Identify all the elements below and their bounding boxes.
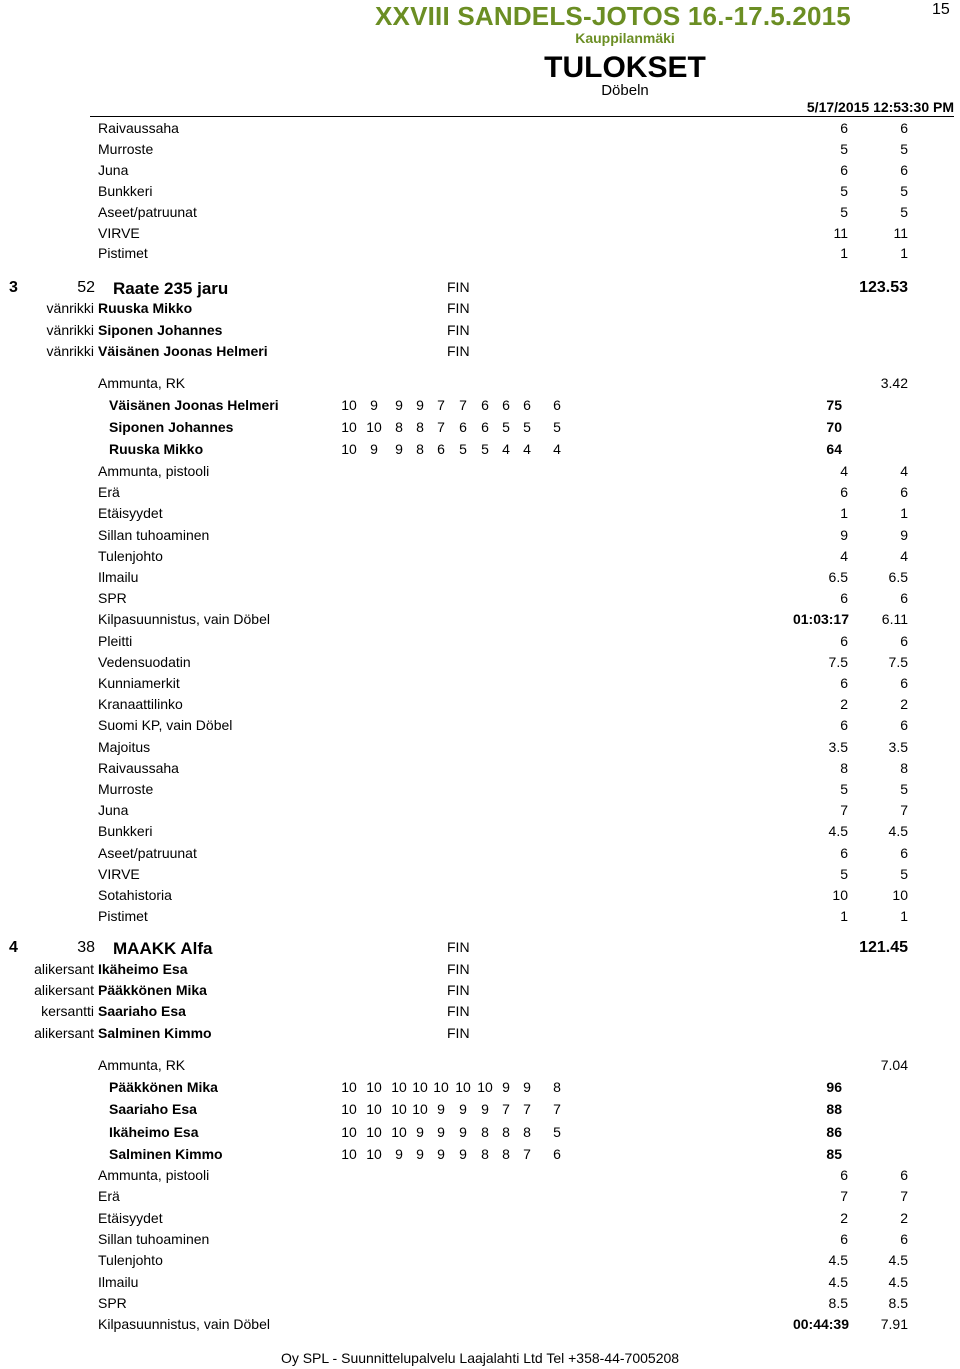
event-row <box>0 611 960 631</box>
event-value: 8 <box>840 759 848 776</box>
event-row <box>0 1167 960 1187</box>
event-name: Juna <box>98 802 129 819</box>
event-row <box>0 141 960 161</box>
member-row <box>0 343 960 363</box>
shot-score: 9 <box>370 397 378 413</box>
event-name: VIRVE <box>98 865 140 882</box>
event-points: 6 <box>900 484 908 501</box>
event-row <box>0 162 960 182</box>
shot-score: 9 <box>416 1145 424 1162</box>
print-timestamp: 5/17/2015 12:53:30 PM <box>806 99 954 115</box>
team-rank: 4 <box>9 939 18 956</box>
member-row <box>0 1003 960 1023</box>
shooter-total: 64 <box>826 441 842 457</box>
shooting-header-row <box>0 375 960 395</box>
event-name: Raivaussaha <box>98 759 179 776</box>
event-points: 1 <box>900 245 908 262</box>
event-name: Murroste <box>98 140 154 157</box>
shot-score: 10 <box>455 1079 471 1095</box>
member-nationality: FIN <box>447 961 470 977</box>
shooter-total: 75 <box>826 397 842 413</box>
event-row <box>0 1274 960 1294</box>
shot-score: 10 <box>341 441 357 457</box>
event-row <box>0 760 960 780</box>
shot-score: 6 <box>502 397 510 413</box>
event-value: 6 <box>840 484 848 501</box>
event-name: Erä <box>98 484 120 501</box>
event-name: Tulenjohto <box>98 1252 163 1269</box>
event-row <box>0 717 960 737</box>
event-name: Aseet/patruunat <box>98 844 197 861</box>
event-name: Etäisyydet <box>98 1209 163 1226</box>
event-row <box>0 463 960 483</box>
shot-score: 9 <box>370 441 378 457</box>
member-row <box>0 961 960 981</box>
event-time: 01:03:17 <box>792 611 849 628</box>
event-points: 2 <box>900 1209 908 1226</box>
event-name: Tulenjohto <box>98 547 163 564</box>
event-value: 2 <box>840 1209 848 1226</box>
shot-score: 10 <box>477 1079 493 1095</box>
shooter-name: Pääkkönen Mika <box>109 1079 218 1095</box>
shot-score: 5 <box>523 419 531 435</box>
event-points: 5 <box>900 781 908 797</box>
shot-score: 8 <box>502 1145 510 1162</box>
shooter-row <box>0 1079 960 1099</box>
event-points: 7 <box>900 1188 908 1205</box>
event-row <box>0 781 960 801</box>
event-points: 6 <box>900 590 908 607</box>
event-row <box>0 1210 960 1230</box>
shot-score: 5 <box>459 441 467 457</box>
event-row <box>0 908 960 928</box>
event-value: 1 <box>840 245 848 262</box>
event-name: Sotahistoria <box>98 887 172 903</box>
member-name: Salminen Kimmo <box>98 1024 212 1041</box>
shot-score: 7 <box>523 1145 531 1162</box>
event-points: 7.91 <box>880 1316 908 1333</box>
shooter-total: 70 <box>826 419 842 435</box>
event-time: 00:44:39 <box>792 1316 849 1333</box>
event-value: 5 <box>840 203 848 220</box>
event-value: 4.5 <box>828 1252 848 1269</box>
event-name: Juna <box>98 161 129 178</box>
event-name: Sillan tuhoaminen <box>98 1230 210 1247</box>
event-value: 6 <box>840 717 848 734</box>
shooter-row <box>0 1101 960 1121</box>
shot-score: 9 <box>416 397 424 413</box>
event-points: 10 <box>892 887 908 903</box>
shot-score: 6 <box>437 441 445 457</box>
shooter-name: Väisänen Joonas Helmeri <box>109 397 279 413</box>
shot-score: 8 <box>395 419 403 435</box>
event-row <box>0 845 960 865</box>
shot-score: 10 <box>366 419 382 435</box>
report-subtitle: Döbeln <box>601 82 649 99</box>
event-value: 6 <box>840 120 848 136</box>
venue-name: Kauppilanmäki <box>575 30 675 46</box>
shot-score: 10 <box>341 1145 357 1162</box>
shot-score: 7 <box>437 419 445 435</box>
event-name: Majoitus <box>98 738 151 755</box>
header-divider <box>90 116 954 117</box>
event-points: 6 <box>900 632 908 649</box>
event-name: Ilmailu <box>98 1273 139 1290</box>
shot-score: 8 <box>481 1123 489 1140</box>
shot-score: 6 <box>523 397 531 413</box>
event-name: Pistimet <box>98 245 148 262</box>
event-row <box>0 527 960 547</box>
member-military-rank: vänrikki <box>46 343 94 359</box>
member-row <box>0 982 960 1002</box>
event-points: 4.5 <box>888 823 908 840</box>
report-title: TULOKSET <box>544 51 706 84</box>
shot-score: 8 <box>523 1123 531 1140</box>
shooter-total: 88 <box>826 1101 842 1118</box>
event-value: 6 <box>840 1230 848 1247</box>
event-name: SPR <box>98 1294 127 1311</box>
event-value: 4 <box>840 547 848 564</box>
event-name: Kilpasuunnistus, vain Döbel <box>98 611 270 628</box>
event-points: 6.5 <box>888 569 908 585</box>
event-points: 6 <box>900 120 908 136</box>
event-value: 6 <box>840 590 848 607</box>
member-military-rank: alikersant <box>34 961 94 977</box>
event-points: 5 <box>900 203 908 220</box>
event-value: 6 <box>840 675 848 691</box>
event-name: Bunkkeri <box>98 823 153 840</box>
shot-score: 10 <box>366 1101 382 1118</box>
shot-score: 9 <box>459 1145 467 1162</box>
event-value: 10 <box>832 887 848 903</box>
shooter-row <box>0 1124 960 1144</box>
shot-score: 10 <box>412 1079 428 1095</box>
shot-score: 9 <box>459 1101 467 1118</box>
shooter-row <box>0 419 960 439</box>
event-row <box>0 1295 960 1315</box>
shooter-total: 86 <box>826 1123 842 1140</box>
event-value: 4 <box>840 463 848 479</box>
member-row <box>0 300 960 320</box>
shot-score: 9 <box>437 1145 445 1162</box>
shot-score: 9 <box>502 1079 510 1095</box>
event-row <box>0 225 960 245</box>
team-row <box>0 939 960 959</box>
event-name: Kranaattilinko <box>98 696 183 713</box>
event-value: 5 <box>840 865 848 882</box>
event-value: 9 <box>840 526 848 543</box>
event-row <box>0 802 960 822</box>
event-row <box>0 696 960 716</box>
event-points: 4.5 <box>888 1273 908 1290</box>
shot-score: 8 <box>502 1123 510 1140</box>
event-name: Ilmailu <box>98 569 139 585</box>
event-points: 5 <box>900 865 908 882</box>
page-number: 15 <box>932 1 950 18</box>
shot-score: 9 <box>416 1123 424 1140</box>
event-points: 3.5 <box>888 738 908 755</box>
event-row <box>0 548 960 568</box>
event-row <box>0 887 960 907</box>
shot-score: 10 <box>433 1079 449 1095</box>
event-name: Kunniamerkit <box>98 675 180 691</box>
event-points: 6 <box>900 717 908 734</box>
shot-score: 4 <box>553 441 561 457</box>
event-name: Raivaussaha <box>98 120 179 136</box>
shooter-total: 85 <box>826 1145 842 1162</box>
event-points: 4 <box>900 547 908 564</box>
event-value: 1 <box>840 908 848 925</box>
shot-score: 9 <box>395 1145 403 1162</box>
shooter-name: Ruuska Mikko <box>109 441 204 457</box>
footer-text: Oy SPL - Suunnittelupalvelu Laajalahti Ltd Tel +358-44-7005208 <box>280 1350 680 1366</box>
member-military-rank: alikersant <box>34 1024 94 1041</box>
event-row <box>0 569 960 589</box>
shot-score: 7 <box>502 1101 510 1118</box>
event-row <box>0 204 960 224</box>
shot-score: 7 <box>553 1101 561 1118</box>
event-points: 5 <box>900 182 908 199</box>
shot-score: 5 <box>553 419 561 435</box>
event-points: 9 <box>900 526 908 543</box>
event-row <box>0 654 960 674</box>
event-row <box>0 823 960 843</box>
member-nationality: FIN <box>447 982 470 999</box>
shot-score: 9 <box>437 1101 445 1118</box>
event-value: 8.5 <box>828 1294 848 1311</box>
shooter-name: Ikäheimo Esa <box>109 1123 199 1140</box>
event-row <box>0 183 960 203</box>
event-name: Pistimet <box>98 908 148 925</box>
event-points: 6 <box>900 1230 908 1247</box>
team-bib-number: 52 <box>77 279 95 296</box>
shot-score: 4 <box>523 441 531 457</box>
shooter-row <box>0 397 960 417</box>
shot-score: 6 <box>481 397 489 413</box>
shot-score: 8 <box>416 419 424 435</box>
shot-score: 4 <box>502 441 510 457</box>
event-points: 4 <box>900 463 908 479</box>
event-name: Etäisyydet <box>98 505 163 522</box>
team-nationality: FIN <box>447 279 470 295</box>
member-military-rank: vänrikki <box>46 321 94 338</box>
member-name: Väisänen Joonas Helmeri <box>98 343 268 359</box>
shooter-row <box>0 441 960 461</box>
member-military-rank: kersantti <box>41 1003 94 1020</box>
shot-score: 5 <box>481 441 489 457</box>
event-value: 5 <box>840 781 848 797</box>
event-name: SPR <box>98 590 127 607</box>
member-row <box>0 322 960 342</box>
event-value: 5 <box>840 140 848 157</box>
shot-score: 9 <box>395 441 403 457</box>
team-row <box>0 279 960 299</box>
event-value: 6 <box>840 161 848 178</box>
member-row <box>0 1025 960 1045</box>
event-value: 11 <box>833 224 848 241</box>
event-value: 3.5 <box>828 738 848 755</box>
event-value: 6 <box>840 632 848 649</box>
event-name: Kilpasuunnistus, vain Döbel <box>98 1316 270 1333</box>
shot-score: 9 <box>481 1101 489 1118</box>
team-bib-number: 38 <box>77 939 95 956</box>
event-points: 6 <box>900 844 908 861</box>
shot-score: 10 <box>341 1079 357 1095</box>
member-name: Ruuska Mikko <box>98 300 193 316</box>
shot-score: 9 <box>523 1079 531 1095</box>
event-name: Suomi KP, vain Döbel <box>98 717 233 734</box>
shooter-total: 96 <box>826 1079 842 1095</box>
event-points: 8 <box>900 759 908 776</box>
event-row <box>0 1252 960 1272</box>
event-row <box>0 866 960 886</box>
event-name: Murroste <box>98 781 154 797</box>
event-row <box>0 245 960 265</box>
event-points: 8.5 <box>888 1294 908 1311</box>
event-name: Aseet/patruunat <box>98 203 197 220</box>
event-points: 1 <box>900 505 908 522</box>
event-points: 7.5 <box>888 653 908 670</box>
event-points: 5 <box>900 140 908 157</box>
member-military-rank: vänrikki <box>46 300 94 316</box>
shot-score: 6 <box>459 419 467 435</box>
member-name: Ikäheimo Esa <box>98 961 188 977</box>
event-points: 11 <box>893 224 908 241</box>
shot-score: 10 <box>366 1123 382 1140</box>
shot-score: 8 <box>416 441 424 457</box>
event-name: Erä <box>98 1188 120 1205</box>
event-name: Vedensuodatin <box>98 653 191 670</box>
team-name: Raate 235 jaru <box>113 279 229 298</box>
event-name: Ammunta, pistooli <box>98 463 210 479</box>
event-row <box>0 484 960 504</box>
event-value: 7 <box>840 802 848 819</box>
member-name: Pääkkönen Mika <box>98 982 207 999</box>
shot-score: 5 <box>502 419 510 435</box>
event-row <box>0 590 960 610</box>
event-value: 4.5 <box>828 1273 848 1290</box>
shooter-name: Siponen Johannes <box>109 419 234 435</box>
shooter-name: Saariaho Esa <box>109 1101 197 1118</box>
event-row <box>0 1316 960 1336</box>
shot-score: 6 <box>481 419 489 435</box>
event-value: 7.5 <box>828 653 848 670</box>
team-total-points: 121.45 <box>859 939 908 956</box>
shot-score: 10 <box>391 1079 407 1095</box>
event-row <box>0 633 960 653</box>
event-value: 2 <box>840 696 848 713</box>
member-nationality: FIN <box>447 1024 470 1041</box>
event-value: 6 <box>840 844 848 861</box>
shot-score: 10 <box>366 1145 382 1162</box>
shot-score: 7 <box>437 397 445 413</box>
event-points: 4.5 <box>888 1252 908 1269</box>
shot-score: 10 <box>366 1079 382 1095</box>
shooting-points: 7.04 <box>880 1057 908 1073</box>
event-value: 7 <box>840 1188 848 1205</box>
shot-score: 9 <box>437 1123 445 1140</box>
member-nationality: FIN <box>447 300 470 316</box>
event-row <box>0 739 960 759</box>
event-points: 6 <box>900 1167 908 1183</box>
event-value: 5 <box>840 182 848 199</box>
event-row <box>0 1188 960 1208</box>
event-value: 4.5 <box>828 823 848 840</box>
shooting-points: 3.42 <box>880 375 908 391</box>
member-nationality: FIN <box>447 343 470 359</box>
event-points: 6 <box>900 161 908 178</box>
member-nationality: FIN <box>447 1003 470 1020</box>
member-name: Siponen Johannes <box>98 321 223 338</box>
event-name: Bunkkeri <box>98 182 153 199</box>
event-row <box>0 505 960 525</box>
event-value: 6 <box>840 1167 848 1183</box>
event-points: 6.11 <box>881 611 908 628</box>
team-total-points: 123.53 <box>859 279 908 296</box>
shot-score: 9 <box>395 397 403 413</box>
competition-title: XXVIII SANDELS-JOTOS 16.-17.5.2015 <box>375 1 851 31</box>
shot-score: 8 <box>553 1079 561 1095</box>
event-points: 1 <box>900 908 908 925</box>
member-military-rank: alikersant <box>34 982 94 999</box>
shot-score: 6 <box>553 1145 561 1162</box>
event-row <box>0 675 960 695</box>
shooting-header-row <box>0 1057 960 1077</box>
shot-score: 10 <box>391 1101 407 1118</box>
event-row <box>0 1231 960 1251</box>
event-name: Ammunta, pistooli <box>98 1167 210 1183</box>
shot-score: 10 <box>341 1123 357 1140</box>
shot-score: 10 <box>412 1101 428 1118</box>
shooter-row <box>0 1146 960 1166</box>
member-nationality: FIN <box>447 321 470 338</box>
shooting-event-name: Ammunta, RK <box>98 375 186 391</box>
shot-score: 10 <box>341 419 357 435</box>
shot-score: 6 <box>553 397 561 413</box>
shooter-name: Salminen Kimmo <box>109 1145 223 1162</box>
event-name: Sillan tuhoaminen <box>98 526 210 543</box>
event-points: 6 <box>900 675 908 691</box>
event-name: Pleitti <box>98 632 133 649</box>
shot-score: 5 <box>553 1123 561 1140</box>
event-points: 7 <box>900 802 908 819</box>
team-rank: 3 <box>9 279 18 296</box>
shot-score: 10 <box>391 1123 407 1140</box>
team-name: MAAKK Alfa <box>113 939 213 958</box>
shot-score: 10 <box>341 1101 357 1118</box>
team-nationality: FIN <box>447 939 470 955</box>
shooting-event-name: Ammunta, RK <box>98 1057 186 1073</box>
shot-score: 8 <box>481 1145 489 1162</box>
shot-score: 7 <box>459 397 467 413</box>
event-points: 2 <box>900 696 908 713</box>
event-name: VIRVE <box>98 224 140 241</box>
member-name: Saariaho Esa <box>98 1003 186 1020</box>
shot-score: 10 <box>341 397 357 413</box>
shot-score: 7 <box>523 1101 531 1118</box>
shot-score: 9 <box>459 1123 467 1140</box>
event-row <box>0 120 960 140</box>
event-value: 1 <box>840 505 848 522</box>
event-value: 6.5 <box>828 569 848 585</box>
